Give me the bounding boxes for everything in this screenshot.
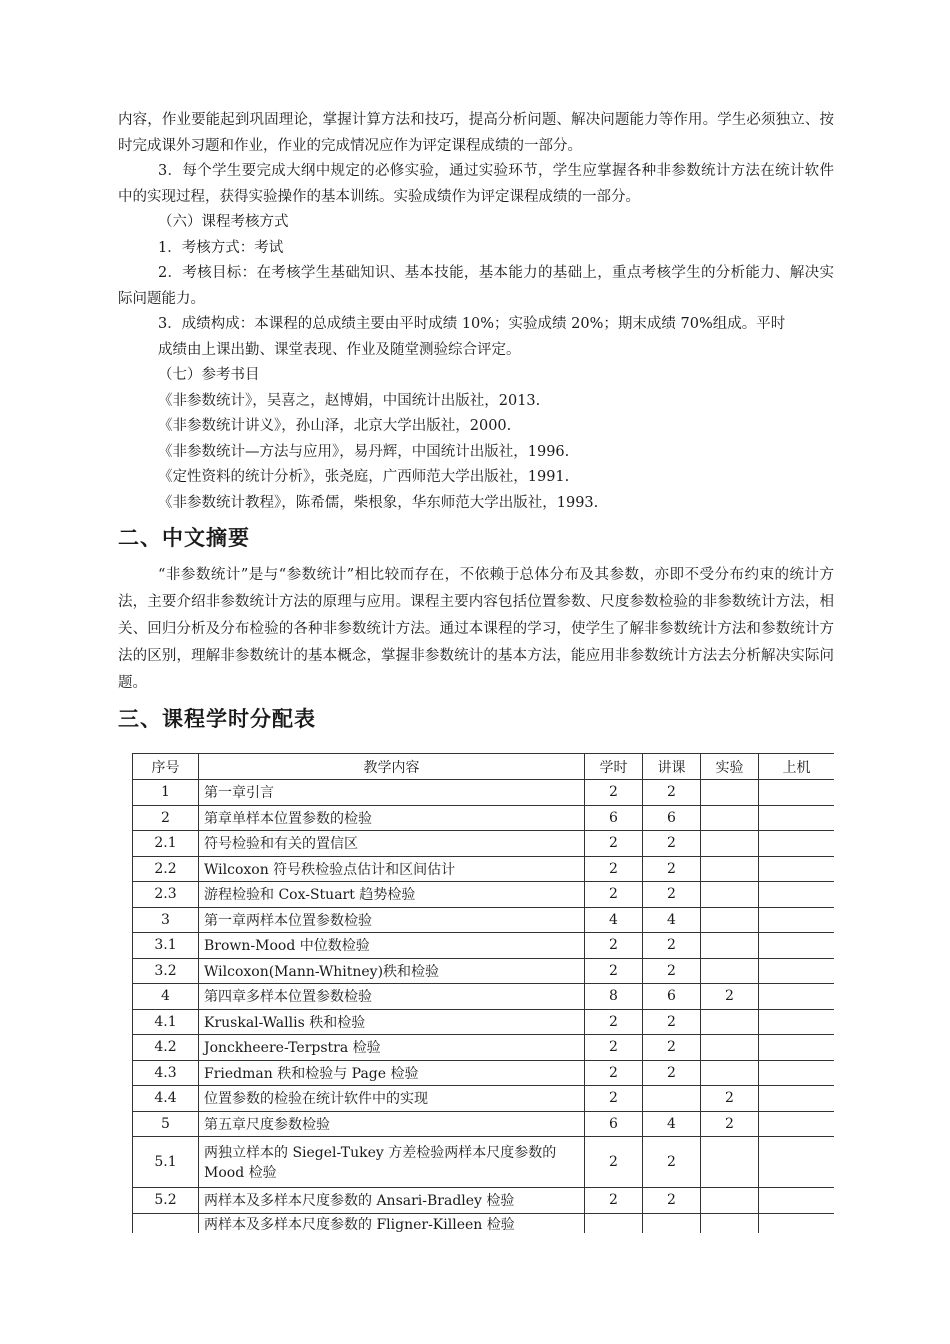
row-lecture: 6 xyxy=(643,984,701,1010)
row-lecture: 2 xyxy=(643,933,701,959)
row-lab xyxy=(701,1060,759,1086)
header-hours: 学时 xyxy=(585,754,643,780)
row-lab xyxy=(701,907,759,933)
row-lab: 2 xyxy=(701,1086,759,1112)
row-number xyxy=(133,1213,199,1233)
row-content: 第一章两样本位置参数检验 xyxy=(199,907,585,933)
row-content: 游程检验和 Cox-Stuart 趋势检验 xyxy=(199,882,585,908)
row-hours: 4 xyxy=(585,907,643,933)
table-row xyxy=(133,907,835,933)
table-row xyxy=(133,1188,835,1214)
row-hours: 2 xyxy=(585,933,643,959)
table-row xyxy=(133,1060,835,1086)
row-number: 4.2 xyxy=(133,1035,199,1061)
row-hours: 2 xyxy=(585,1137,643,1188)
row-lecture: 2 xyxy=(643,780,701,806)
summary-text: “非参数统计”是与“参数统计”相比较而存在，不依赖于总体分布及其参数，亦即不受分布约束的统计方法，主要介绍非参数统计方法的原理与应用。课程主要内容包括位置参数、尺度参数检验的非参数统计方法，相关、回归分析及分布检验的各种非参数统计方法。通过本课程的学习，使学生了解非参数统计方法和参数统计方法的区别，理解非参数统计的基本概念，掌握非参数统计的基本方法，能应用非参数统计方法去分析解决实际问题。 xyxy=(118,567,834,691)
summary-title: 二、中文摘要 xyxy=(118,526,250,550)
row-lab: 2 xyxy=(701,1111,759,1137)
row-content: 第四章多样本位置参数检验 xyxy=(199,984,585,1010)
row-hours: 2 xyxy=(585,958,643,984)
row-hours: 2 xyxy=(585,882,643,908)
row-number: 3.2 xyxy=(133,958,199,984)
assessment-heading: （六）课程考核方式 xyxy=(158,214,289,230)
schedule-table-wrap xyxy=(118,743,834,1233)
row-lecture: 2 xyxy=(643,831,701,857)
row-content: 两样本及多样本尺度参数的 Fligner-Killeen 检验 xyxy=(199,1213,585,1233)
row-lecture: 4 xyxy=(643,1111,701,1137)
schedule-title: 三、课程学时分配表 xyxy=(118,707,316,731)
row-lab xyxy=(701,805,759,831)
table-row xyxy=(133,856,835,882)
row-hours: 2 xyxy=(585,1188,643,1214)
row-hours: 8 xyxy=(585,984,643,1010)
table-row xyxy=(133,1035,835,1061)
table-row xyxy=(133,882,835,908)
row-computer xyxy=(759,1188,835,1214)
row-computer xyxy=(759,984,835,1010)
reference-item: 《定性资料的统计分析》，张尧庭，广西师范大学出版社，1991. xyxy=(158,469,570,485)
table-row xyxy=(133,933,835,959)
row-computer xyxy=(759,907,835,933)
row-lecture: 6 xyxy=(643,805,701,831)
row-lecture: 4 xyxy=(643,907,701,933)
row-lab xyxy=(701,1035,759,1061)
row-number: 4 xyxy=(133,984,199,1010)
reference-item: 《非参数统计教程》，陈希儒，柴根象，华东师范大学出版社，1993. xyxy=(158,494,599,511)
row-computer xyxy=(759,1086,835,1112)
row-hours: 2 xyxy=(585,831,643,857)
table-row xyxy=(133,1111,835,1137)
row-computer xyxy=(759,1035,835,1061)
row-computer xyxy=(759,1111,835,1137)
row-content: Kruskal-Wallis 秩和检验 xyxy=(199,1009,585,1035)
row-lab xyxy=(701,1213,759,1233)
row-content: 符号检验和有关的置信区 xyxy=(199,831,585,857)
table-row xyxy=(133,1137,835,1188)
row-content: Brown-Mood 中位数检验 xyxy=(199,933,585,959)
row-content: 两样本及多样本尺度参数的 Ansari-Bradley 检验 xyxy=(199,1188,585,1214)
schedule-table xyxy=(132,753,834,1233)
header-lecture: 讲课 xyxy=(643,754,701,780)
row-lab xyxy=(701,1009,759,1035)
header-computer: 上机 xyxy=(759,754,835,780)
row-lab xyxy=(701,831,759,857)
row-computer xyxy=(759,831,835,857)
row-number: 2.3 xyxy=(133,882,199,908)
row-hours: 6 xyxy=(585,805,643,831)
row-number: 5 xyxy=(133,1111,199,1137)
row-hours: 2 xyxy=(585,1060,643,1086)
assessment-item-3-line-2: 成绩由上课出勤、课堂表现、作业及随堂测验综合评定。 xyxy=(158,341,521,358)
assessment-item-2: 2．考核目标：在考核学生基础知识、基本技能，基本能力的基础上，重点考核学生的分析能力、解决实际问题能力。 xyxy=(118,265,834,307)
row-computer xyxy=(759,882,835,908)
row-content: 两独立样本的 Siegel-Tukey 方差检验两样本尺度参数的 Mood 检验 xyxy=(199,1137,585,1188)
row-number: 4.1 xyxy=(133,1009,199,1035)
row-lab xyxy=(701,933,759,959)
row-lecture: 2 xyxy=(643,1060,701,1086)
row-computer xyxy=(759,1213,835,1233)
row-content: 第五章尺度参数检验 xyxy=(199,1111,585,1137)
paragraph-homework: 内容，作业要能起到巩固理论，掌握计算方法和技巧，提高分析问题、解决问题能力等作用。学生必须独立、按时完成课外习题和作业，作业的完成情况应作为评定课程成绩的一部分。 xyxy=(118,112,834,154)
row-lecture: 2 xyxy=(643,1009,701,1035)
row-number: 3 xyxy=(133,907,199,933)
table-row xyxy=(133,958,835,984)
row-computer xyxy=(759,958,835,984)
table-row xyxy=(133,1086,835,1112)
row-lecture: 2 xyxy=(643,958,701,984)
row-lecture: 2 xyxy=(643,1137,701,1188)
row-hours: 2 xyxy=(585,1086,643,1112)
row-lab xyxy=(701,882,759,908)
header-content: 教学内容 xyxy=(199,754,585,780)
header-lab: 实验 xyxy=(701,754,759,780)
row-content: 第章单样本位置参数的检验 xyxy=(199,805,585,831)
row-content: Jonckheere-Terpstra 检验 xyxy=(199,1035,585,1061)
row-number: 2 xyxy=(133,805,199,831)
row-number: 2.2 xyxy=(133,856,199,882)
reference-item: 《非参数统计—方法与应用》，易丹辉，中国统计出版社，1996. xyxy=(158,443,570,460)
row-computer xyxy=(759,856,835,882)
row-content: Wilcoxon(Mann-Whitney)秩和检验 xyxy=(199,958,585,984)
row-computer xyxy=(759,805,835,831)
row-lecture: 2 xyxy=(643,882,701,908)
row-content: Wilcoxon 符号秩检验点估计和区间估计 xyxy=(199,856,585,882)
row-number: 1 xyxy=(133,780,199,806)
row-number: 4.3 xyxy=(133,1060,199,1086)
row-content: 第一章引言 xyxy=(199,780,585,806)
row-hours: 6 xyxy=(585,1111,643,1137)
table-row xyxy=(133,805,835,831)
table-header-row xyxy=(133,754,835,780)
row-lab: 2 xyxy=(701,984,759,1010)
row-number: 4.4 xyxy=(133,1086,199,1112)
row-number: 3.1 xyxy=(133,933,199,959)
row-hours: 2 xyxy=(585,1035,643,1061)
row-computer xyxy=(759,780,835,806)
assessment-item-1: 1．考核方式：考试 xyxy=(158,239,284,256)
table-row xyxy=(133,831,835,857)
row-computer xyxy=(759,1060,835,1086)
row-content: 位置参数的检验在统计软件中的实现 xyxy=(199,1086,585,1112)
page-content xyxy=(118,108,834,1233)
row-content: Friedman 秩和检验与 Page 检验 xyxy=(199,1060,585,1086)
row-number: 5.2 xyxy=(133,1188,199,1214)
reference-item: 《非参数统计讲义》，孙山泽，北京大学出版社，2000. xyxy=(158,418,512,434)
row-number: 2.1 xyxy=(133,831,199,857)
row-lecture xyxy=(643,1086,701,1112)
reference-list xyxy=(118,389,834,517)
row-computer xyxy=(759,1009,835,1035)
row-hours: 2 xyxy=(585,856,643,882)
paragraph-experiment: 3．每个学生要完成大纲中规定的必修实验，通过实验环节，学生应掌握各种非参数统计方法在统计软件中的实现过程，获得实验操作的基本训练。实验成绩作为评定课程成绩的一部分。 xyxy=(118,163,834,205)
table-row xyxy=(133,1213,835,1233)
row-lab xyxy=(701,780,759,806)
table-row xyxy=(133,780,835,806)
row-hours: 2 xyxy=(585,780,643,806)
row-lab xyxy=(701,856,759,882)
table-row xyxy=(133,1009,835,1035)
row-hours xyxy=(585,1213,643,1233)
row-lecture: 2 xyxy=(643,1188,701,1214)
assessment-item-3-line-1: 3．成绩构成：本课程的总成绩主要由平时成绩 10%；实验成绩 20%；期末成绩 70%组成。平时 xyxy=(158,316,786,332)
reference-item: 《非参数统计》，吴喜之，赵博娟，中国统计出版社，2013. xyxy=(158,392,541,409)
row-lecture: 2 xyxy=(643,1035,701,1061)
row-number: 5.1 xyxy=(133,1137,199,1188)
row-lecture xyxy=(643,1213,701,1233)
row-lab xyxy=(701,1188,759,1214)
summary-section xyxy=(118,562,834,697)
row-lab xyxy=(701,958,759,984)
row-lab xyxy=(701,1137,759,1188)
row-computer xyxy=(759,1137,835,1188)
row-lecture: 2 xyxy=(643,856,701,882)
header-no: 序号 xyxy=(133,754,199,780)
row-computer xyxy=(759,933,835,959)
table-body xyxy=(133,780,835,1234)
references-heading: （七）参考书目 xyxy=(158,367,260,383)
row-hours: 2 xyxy=(585,1009,643,1035)
table-row xyxy=(133,984,835,1010)
